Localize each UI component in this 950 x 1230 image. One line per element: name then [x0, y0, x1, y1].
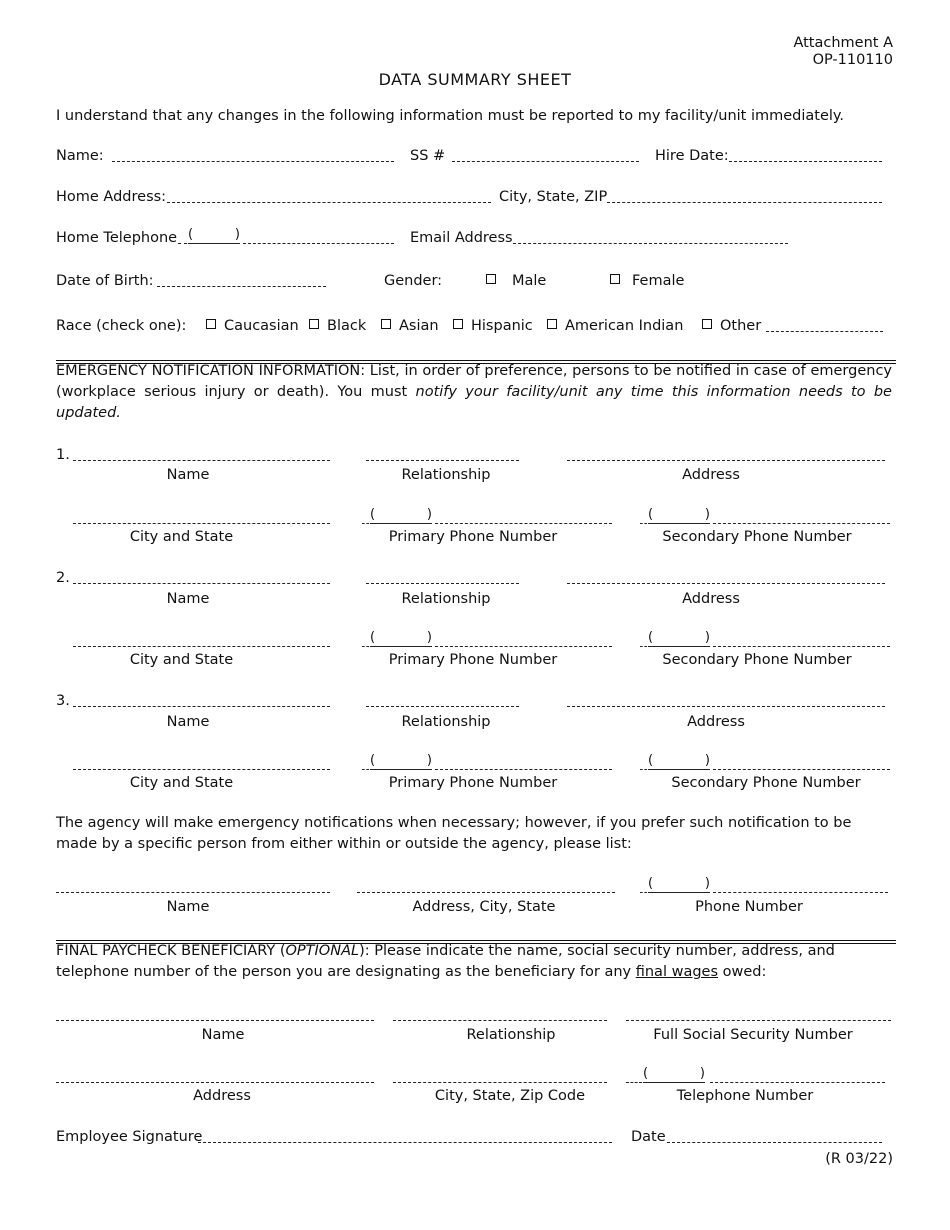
- city-state-zip-label: City, State, ZIP: [499, 189, 608, 205]
- city-state-zip-caption: City, State, Zip Code: [434, 1088, 586, 1104]
- relationship-caption: Relationship: [466, 1027, 556, 1043]
- beneficiary-ssn-field[interactable]: [626, 1020, 891, 1021]
- specific-person-name-field[interactable]: [56, 892, 330, 893]
- specific-person-address-field[interactable]: [357, 892, 615, 893]
- paren-open: (: [648, 507, 654, 522]
- name-caption: Name: [201, 1027, 245, 1043]
- other-race-field[interactable]: [766, 331, 883, 332]
- gender-label: Gender:: [384, 273, 443, 289]
- paren-open: (: [648, 876, 654, 891]
- male-checkbox[interactable]: [486, 274, 496, 284]
- phone-lead: [640, 892, 647, 893]
- page-title: DATA SUMMARY SHEET: [378, 70, 572, 89]
- relationship-caption: Relationship: [401, 591, 491, 607]
- intro-statement: I understand that any changes in the following information must be reported to my facility/unit immediately.: [56, 108, 845, 124]
- city-state-zip-field[interactable]: [607, 202, 882, 203]
- date-label: Date: [631, 1129, 666, 1145]
- beneficiary-telephone-field[interactable]: [710, 1082, 885, 1083]
- contact-2-primary-area-code[interactable]: [370, 630, 432, 647]
- contact-2-relationship-field[interactable]: [366, 583, 519, 584]
- contact-2-city-state-field[interactable]: [73, 646, 330, 647]
- secondary-phone-caption: Secondary Phone Number: [662, 529, 852, 545]
- emergency-heading-text: EMERGENCY NOTIFICATION INFORMATION: List, in order of preference, persons to be notified in case of emergency (workplace serious injury or death). You must: [56, 363, 892, 400]
- paren-close: ): [704, 507, 710, 522]
- beneficiary-name-field[interactable]: [56, 1020, 374, 1021]
- contact-1-secondary-area-code[interactable]: [648, 507, 710, 524]
- emergency-heading: [56, 361, 892, 424]
- paren-close: ): [699, 1066, 705, 1081]
- address-caption: Address: [682, 591, 740, 607]
- name-label: Name:: [56, 148, 104, 164]
- beneficiary-address-field[interactable]: [56, 1082, 374, 1083]
- dob-field[interactable]: [157, 286, 326, 287]
- black-label: Black: [327, 318, 367, 334]
- contact-2-address-field[interactable]: [567, 583, 885, 584]
- address-city-state-caption: Address, City, State: [412, 899, 556, 915]
- specific-person-text: The agency will make emergency notifications when necessary; however, if you prefer such notification to be made by a specific person from either within or outside the agency, please list:: [56, 815, 852, 852]
- paren-open: (: [370, 630, 376, 645]
- phone-lead: [626, 1082, 642, 1083]
- home-telephone-label: Home Telephone: [56, 230, 178, 246]
- american-indian-checkbox[interactable]: [547, 319, 557, 329]
- contact-2-name-field[interactable]: [73, 583, 330, 584]
- city-state-caption: City and State: [129, 652, 234, 668]
- primary-phone-caption: Primary Phone Number: [388, 775, 558, 791]
- contact-2-primary-phone-field[interactable]: [435, 646, 612, 647]
- final-wages-text: final wages: [635, 964, 719, 980]
- revision-code: (R 03/22): [825, 1151, 893, 1167]
- date-field[interactable]: [667, 1142, 882, 1143]
- ss-field[interactable]: [452, 161, 639, 162]
- beneficiary-area-code[interactable]: [643, 1066, 705, 1083]
- telephone-caption: Telephone Number: [676, 1088, 814, 1104]
- name-caption: Name: [166, 467, 210, 483]
- contact-number: 3.: [56, 693, 70, 709]
- name-caption: Name: [166, 899, 210, 915]
- secondary-phone-caption: Secondary Phone Number: [662, 652, 852, 668]
- city-state-caption: City and State: [129, 775, 234, 791]
- beneficiary-relationship-field[interactable]: [393, 1020, 607, 1021]
- asian-checkbox[interactable]: [381, 319, 391, 329]
- asian-label: Asian: [399, 318, 439, 334]
- contact-3-primary-phone-field[interactable]: [435, 769, 612, 770]
- specific-person-phone-field[interactable]: [713, 892, 888, 893]
- name-caption: Name: [166, 714, 210, 730]
- signature-label: Employee Signature: [56, 1129, 203, 1145]
- city-state-caption: City and State: [129, 529, 234, 545]
- contact-1-secondary-phone-field[interactable]: [713, 523, 890, 524]
- address-caption: Address: [687, 714, 745, 730]
- phone-lead: [640, 646, 647, 647]
- other-race-checkbox[interactable]: [702, 319, 712, 329]
- phone-lead: [362, 769, 369, 770]
- phone-lead: [640, 769, 647, 770]
- email-label: Email Address: [410, 230, 513, 246]
- home-address-label: Home Address:: [56, 189, 167, 205]
- contact-1-primary-area-code[interactable]: [370, 507, 432, 524]
- contact-3-primary-area-code[interactable]: [370, 753, 432, 770]
- phone-number-caption: Phone Number: [695, 899, 803, 915]
- hispanic-label: Hispanic: [471, 318, 533, 334]
- dob-label: Date of Birth:: [56, 273, 154, 289]
- contact-3-name-field[interactable]: [73, 706, 330, 707]
- contact-1-primary-phone-field[interactable]: [435, 523, 612, 524]
- contact-1-city-state-field[interactable]: [73, 523, 330, 524]
- primary-phone-caption: Primary Phone Number: [388, 652, 558, 668]
- relationship-caption: Relationship: [401, 714, 491, 730]
- contact-3-secondary-phone-field[interactable]: [713, 769, 890, 770]
- caucasian-label: Caucasian: [224, 318, 299, 334]
- hire-date-label: Hire Date:: [655, 148, 729, 164]
- hire-date-field[interactable]: [729, 161, 882, 162]
- contact-number: 2.: [56, 570, 70, 586]
- emergency-heading-italic: notify your facility/unit any time this information needs to be updated.: [56, 384, 892, 421]
- relationship-caption: Relationship: [401, 467, 491, 483]
- secondary-phone-caption: Secondary Phone Number: [671, 775, 861, 791]
- paycheck-heading-c: owed:: [718, 964, 767, 980]
- paren-close: ): [426, 630, 432, 645]
- home-area-code-field[interactable]: [188, 227, 240, 244]
- contact-2-secondary-phone-field[interactable]: [713, 646, 890, 647]
- email-field[interactable]: [513, 243, 788, 244]
- contact-3-relationship-field[interactable]: [366, 706, 519, 707]
- paren-close: ): [704, 876, 710, 891]
- phone-lead: [640, 523, 647, 524]
- name-caption: Name: [166, 591, 210, 607]
- paren-open: (: [370, 507, 376, 522]
- paycheck-heading: [56, 941, 892, 983]
- paren-close: ): [704, 753, 710, 768]
- paren-close: ): [426, 507, 432, 522]
- attachment-label: Attachment A: [793, 35, 893, 51]
- address-caption: Address: [682, 467, 740, 483]
- signature-field[interactable]: [198, 1142, 612, 1143]
- paren-close: ): [426, 753, 432, 768]
- contact-3-address-field[interactable]: [567, 706, 885, 707]
- beneficiary-city-state-zip-field[interactable]: [393, 1082, 607, 1083]
- female-label: Female: [632, 273, 685, 289]
- other-race-label: Other: [720, 318, 762, 334]
- caucasian-checkbox[interactable]: [206, 319, 216, 329]
- phone-lead: [362, 646, 369, 647]
- paren-open: (: [188, 227, 194, 242]
- paycheck-heading-b: ): Please indicate the name, social security number, address, and telephone number of the person you are designating as the beneficiary for any: [56, 943, 835, 980]
- address-caption: Address: [193, 1088, 251, 1104]
- race-label: Race (check one):: [56, 318, 187, 334]
- hispanic-checkbox[interactable]: [453, 319, 463, 329]
- paycheck-heading-a: FINAL PAYCHECK BENEFICIARY (: [56, 943, 286, 959]
- paren-open: (: [370, 753, 376, 768]
- paren-close: ): [234, 227, 240, 242]
- primary-phone-caption: Primary Phone Number: [388, 529, 558, 545]
- home-telephone-field[interactable]: [243, 243, 394, 244]
- contact-1-name-field[interactable]: [73, 460, 330, 461]
- phone-lead: [362, 523, 369, 524]
- contact-2-secondary-area-code[interactable]: [648, 630, 710, 647]
- black-checkbox[interactable]: [309, 319, 319, 329]
- contact-3-city-state-field[interactable]: [73, 769, 330, 770]
- optional-label: OPTIONAL: [285, 943, 360, 959]
- american-indian-label: American Indian: [565, 318, 684, 334]
- ssn-caption: Full Social Security Number: [653, 1027, 853, 1043]
- paren-open: (: [648, 630, 654, 645]
- name-field[interactable]: [112, 161, 394, 162]
- form-number: OP-110110: [812, 52, 893, 68]
- contact-3-secondary-area-code[interactable]: [648, 753, 710, 770]
- home-telephone-lead: [178, 243, 187, 244]
- home-address-field[interactable]: [167, 202, 491, 203]
- male-label: Male: [512, 273, 547, 289]
- paren-open: (: [643, 1066, 649, 1081]
- female-checkbox[interactable]: [610, 274, 620, 284]
- contact-number: 1.: [56, 447, 70, 463]
- specific-person-area-code[interactable]: [648, 876, 710, 893]
- paren-close: ): [704, 630, 710, 645]
- paren-open: (: [648, 753, 654, 768]
- contact-1-address-field[interactable]: [567, 460, 885, 461]
- ss-label: SS #: [410, 148, 446, 164]
- contact-1-relationship-field[interactable]: [366, 460, 519, 461]
